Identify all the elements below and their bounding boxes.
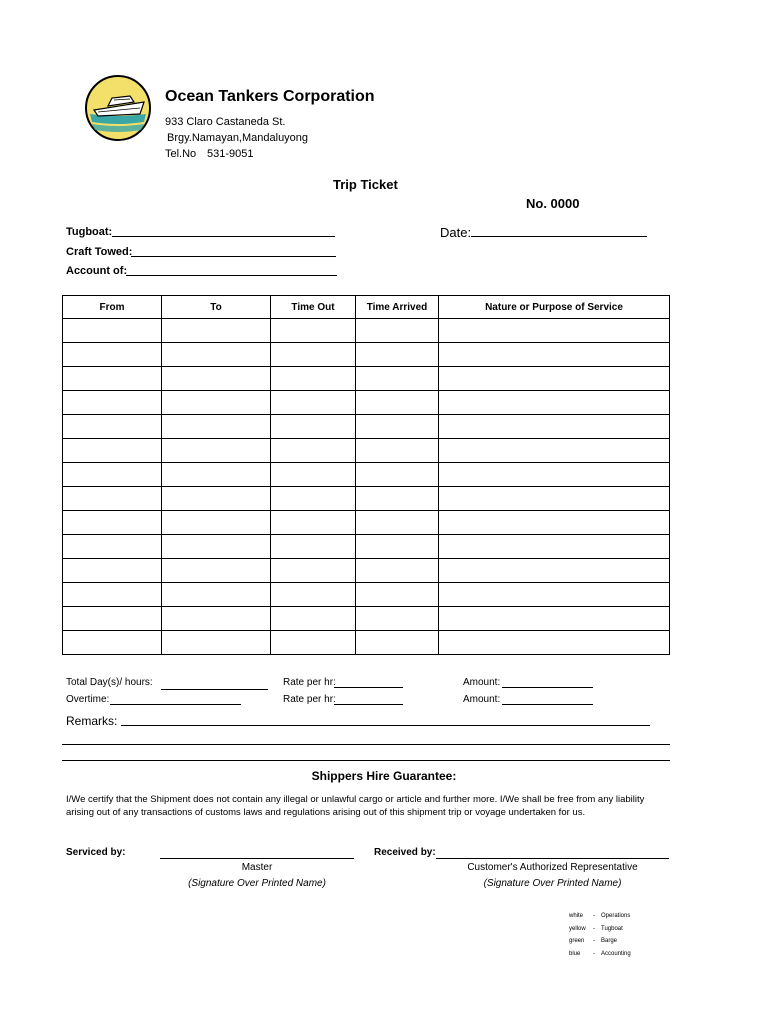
table-row	[63, 343, 670, 367]
total-days-label: Total Day(s)/ hours:	[66, 677, 153, 688]
table-cell[interactable]	[271, 607, 356, 631]
serviced-by-signature-line[interactable]	[160, 858, 354, 859]
company-logo	[84, 74, 152, 142]
tel-number: 531-9051	[207, 148, 254, 160]
table-cell[interactable]	[63, 319, 162, 343]
table-cell[interactable]	[356, 631, 439, 655]
table-cell[interactable]	[63, 439, 162, 463]
table-cell[interactable]	[439, 535, 670, 559]
craft-towed-field[interactable]	[131, 256, 336, 257]
table-cell[interactable]	[356, 439, 439, 463]
address-line-2: Brgy.Namayan,Mandaluyong	[167, 132, 309, 144]
table-cell[interactable]	[63, 631, 162, 655]
table-cell[interactable]	[271, 583, 356, 607]
table-cell[interactable]	[162, 535, 271, 559]
col-header-purpose: Nature or Purpose of Service	[439, 296, 670, 319]
table-cell[interactable]	[271, 631, 356, 655]
legend-item: yellow - Tugboat	[569, 925, 623, 932]
table-cell[interactable]	[356, 343, 439, 367]
craft-towed-label: Craft Towed:	[66, 246, 133, 258]
table-cell[interactable]	[271, 511, 356, 535]
received-by-label: Received by:	[374, 847, 436, 858]
overtime-field[interactable]	[110, 704, 241, 705]
table-cell[interactable]	[271, 559, 356, 583]
amount-field-1[interactable]	[502, 687, 593, 688]
table-cell[interactable]	[439, 439, 670, 463]
guarantee-title: Shippers Hire Guarantee:	[311, 769, 457, 783]
col-header-from: From	[63, 296, 162, 319]
table-cell[interactable]	[162, 559, 271, 583]
remarks-label: Remarks:	[66, 714, 118, 728]
table-cell[interactable]	[162, 343, 271, 367]
total-days-field[interactable]	[161, 689, 268, 690]
table-cell[interactable]	[356, 487, 439, 511]
table-cell[interactable]	[162, 631, 271, 655]
master-label: Master	[241, 862, 273, 873]
table-row	[63, 415, 670, 439]
table-cell[interactable]	[63, 487, 162, 511]
table-cell[interactable]	[356, 583, 439, 607]
legend-item: white - Operations	[569, 913, 631, 919]
guarantee-text-line-2: arising out of any transactions of customs laws and regulations arising out of this shipment trip or voyage undertaken for us.	[66, 807, 586, 818]
table-row	[63, 319, 670, 343]
table-row	[63, 631, 670, 655]
table-cell[interactable]	[356, 415, 439, 439]
table-cell[interactable]	[271, 439, 356, 463]
table-cell[interactable]	[63, 343, 162, 367]
table-cell[interactable]	[162, 583, 271, 607]
guarantee-text	[66, 793, 676, 819]
table-cell[interactable]	[271, 367, 356, 391]
amount-field-2[interactable]	[502, 704, 593, 705]
table-cell[interactable]	[439, 343, 670, 367]
customer-rep-label: Customer's Authorized Representative	[467, 862, 638, 873]
table-cell[interactable]	[271, 415, 356, 439]
account-of-label: Account of:	[66, 265, 128, 277]
table-cell[interactable]	[356, 535, 439, 559]
table-cell[interactable]	[271, 535, 356, 559]
table-cell[interactable]	[439, 463, 670, 487]
table-row	[63, 439, 670, 463]
table-cell[interactable]	[63, 511, 162, 535]
table-cell[interactable]	[63, 535, 162, 559]
table-cell[interactable]	[162, 439, 271, 463]
amount-label-1: Amount:	[463, 677, 501, 688]
table-row	[63, 511, 670, 535]
table-cell[interactable]	[356, 463, 439, 487]
table-row	[63, 535, 670, 559]
table-cell[interactable]	[356, 559, 439, 583]
table-cell[interactable]	[439, 415, 670, 439]
table-cell[interactable]	[439, 367, 670, 391]
table-cell[interactable]	[63, 415, 162, 439]
table-cell[interactable]	[439, 559, 670, 583]
rate-label-1: Rate per hr:	[283, 677, 336, 688]
table-cell[interactable]	[439, 391, 670, 415]
table-cell[interactable]	[162, 511, 271, 535]
address-line-1: 933 Claro Castaneda St.	[165, 116, 286, 128]
remarks-line-2[interactable]	[62, 744, 670, 745]
table-cell[interactable]	[356, 607, 439, 631]
table-cell[interactable]	[356, 367, 439, 391]
table-cell[interactable]	[162, 487, 271, 511]
rate-field-1[interactable]	[334, 687, 403, 688]
rate-label-2: Rate per hr:	[283, 694, 336, 705]
table-row	[63, 487, 670, 511]
remarks-field[interactable]	[121, 725, 650, 726]
received-by-signature-line[interactable]	[436, 858, 669, 859]
date-label: Date:	[440, 225, 472, 240]
table-cell[interactable]	[439, 631, 670, 655]
trip-table	[62, 295, 670, 655]
table-cell[interactable]	[439, 583, 670, 607]
table-cell[interactable]	[356, 319, 439, 343]
table-cell[interactable]	[63, 463, 162, 487]
col-header-time-arrived: Time Arrived	[356, 296, 439, 319]
table-row	[63, 391, 670, 415]
ticket-number: No. 0000	[526, 196, 580, 211]
table-header-row	[63, 296, 670, 319]
date-field[interactable]	[471, 236, 647, 237]
table-row	[63, 463, 670, 487]
signature-note-1: (Signature Over Printed Name)	[188, 878, 326, 889]
amount-label-2: Amount:	[463, 694, 501, 705]
col-header-to: To	[162, 296, 271, 319]
table-row	[63, 559, 670, 583]
table-cell[interactable]	[63, 607, 162, 631]
guarantee-text-line-1: I/We certify that the Shipment does not contain any illegal or unlawful cargo or article and further more. I/We shall be free from any liability	[66, 794, 645, 805]
account-of-field[interactable]	[126, 275, 337, 276]
table-body	[63, 319, 670, 655]
tugboat-label: Tugboat:	[66, 226, 113, 238]
table-cell[interactable]	[271, 487, 356, 511]
table-cell[interactable]	[271, 391, 356, 415]
table-cell[interactable]	[63, 583, 162, 607]
signature-note-2: (Signature Over Printed Name)	[483, 878, 622, 889]
tel-label: Tel.No	[165, 148, 197, 160]
table-cell[interactable]	[439, 607, 670, 631]
col-header-time-out: Time Out	[271, 296, 356, 319]
form-title: Trip Ticket	[333, 177, 398, 192]
legend-item: blue - Accounting	[569, 950, 631, 957]
table-cell[interactable]	[162, 367, 271, 391]
table-row	[63, 367, 670, 391]
table-cell[interactable]	[439, 319, 670, 343]
table-cell[interactable]	[439, 487, 670, 511]
table-cell[interactable]	[162, 415, 271, 439]
ship-logo-icon	[84, 74, 152, 142]
table-cell[interactable]	[162, 607, 271, 631]
table-cell[interactable]	[271, 319, 356, 343]
company-name: Ocean Tankers Corporation	[165, 88, 375, 105]
table-cell[interactable]	[356, 511, 439, 535]
legend-item: green - Barge	[569, 938, 618, 944]
table-cell[interactable]	[356, 391, 439, 415]
table-cell[interactable]	[63, 367, 162, 391]
copy-legend	[569, 910, 631, 960]
table-cell[interactable]	[271, 463, 356, 487]
table-row	[63, 583, 670, 607]
tugboat-field[interactable]	[112, 236, 335, 237]
table-row	[63, 607, 670, 631]
rate-field-2[interactable]	[334, 704, 403, 705]
table-cell[interactable]	[439, 511, 670, 535]
table-cell[interactable]	[162, 319, 271, 343]
table-cell[interactable]	[63, 559, 162, 583]
table-cell[interactable]	[162, 391, 271, 415]
overtime-label: Overtime:	[66, 694, 110, 705]
table-cell[interactable]	[271, 343, 356, 367]
remarks-line-3[interactable]	[62, 760, 670, 761]
table-cell[interactable]	[63, 391, 162, 415]
serviced-by-label: Serviced by:	[66, 847, 126, 858]
table-cell[interactable]	[162, 463, 271, 487]
